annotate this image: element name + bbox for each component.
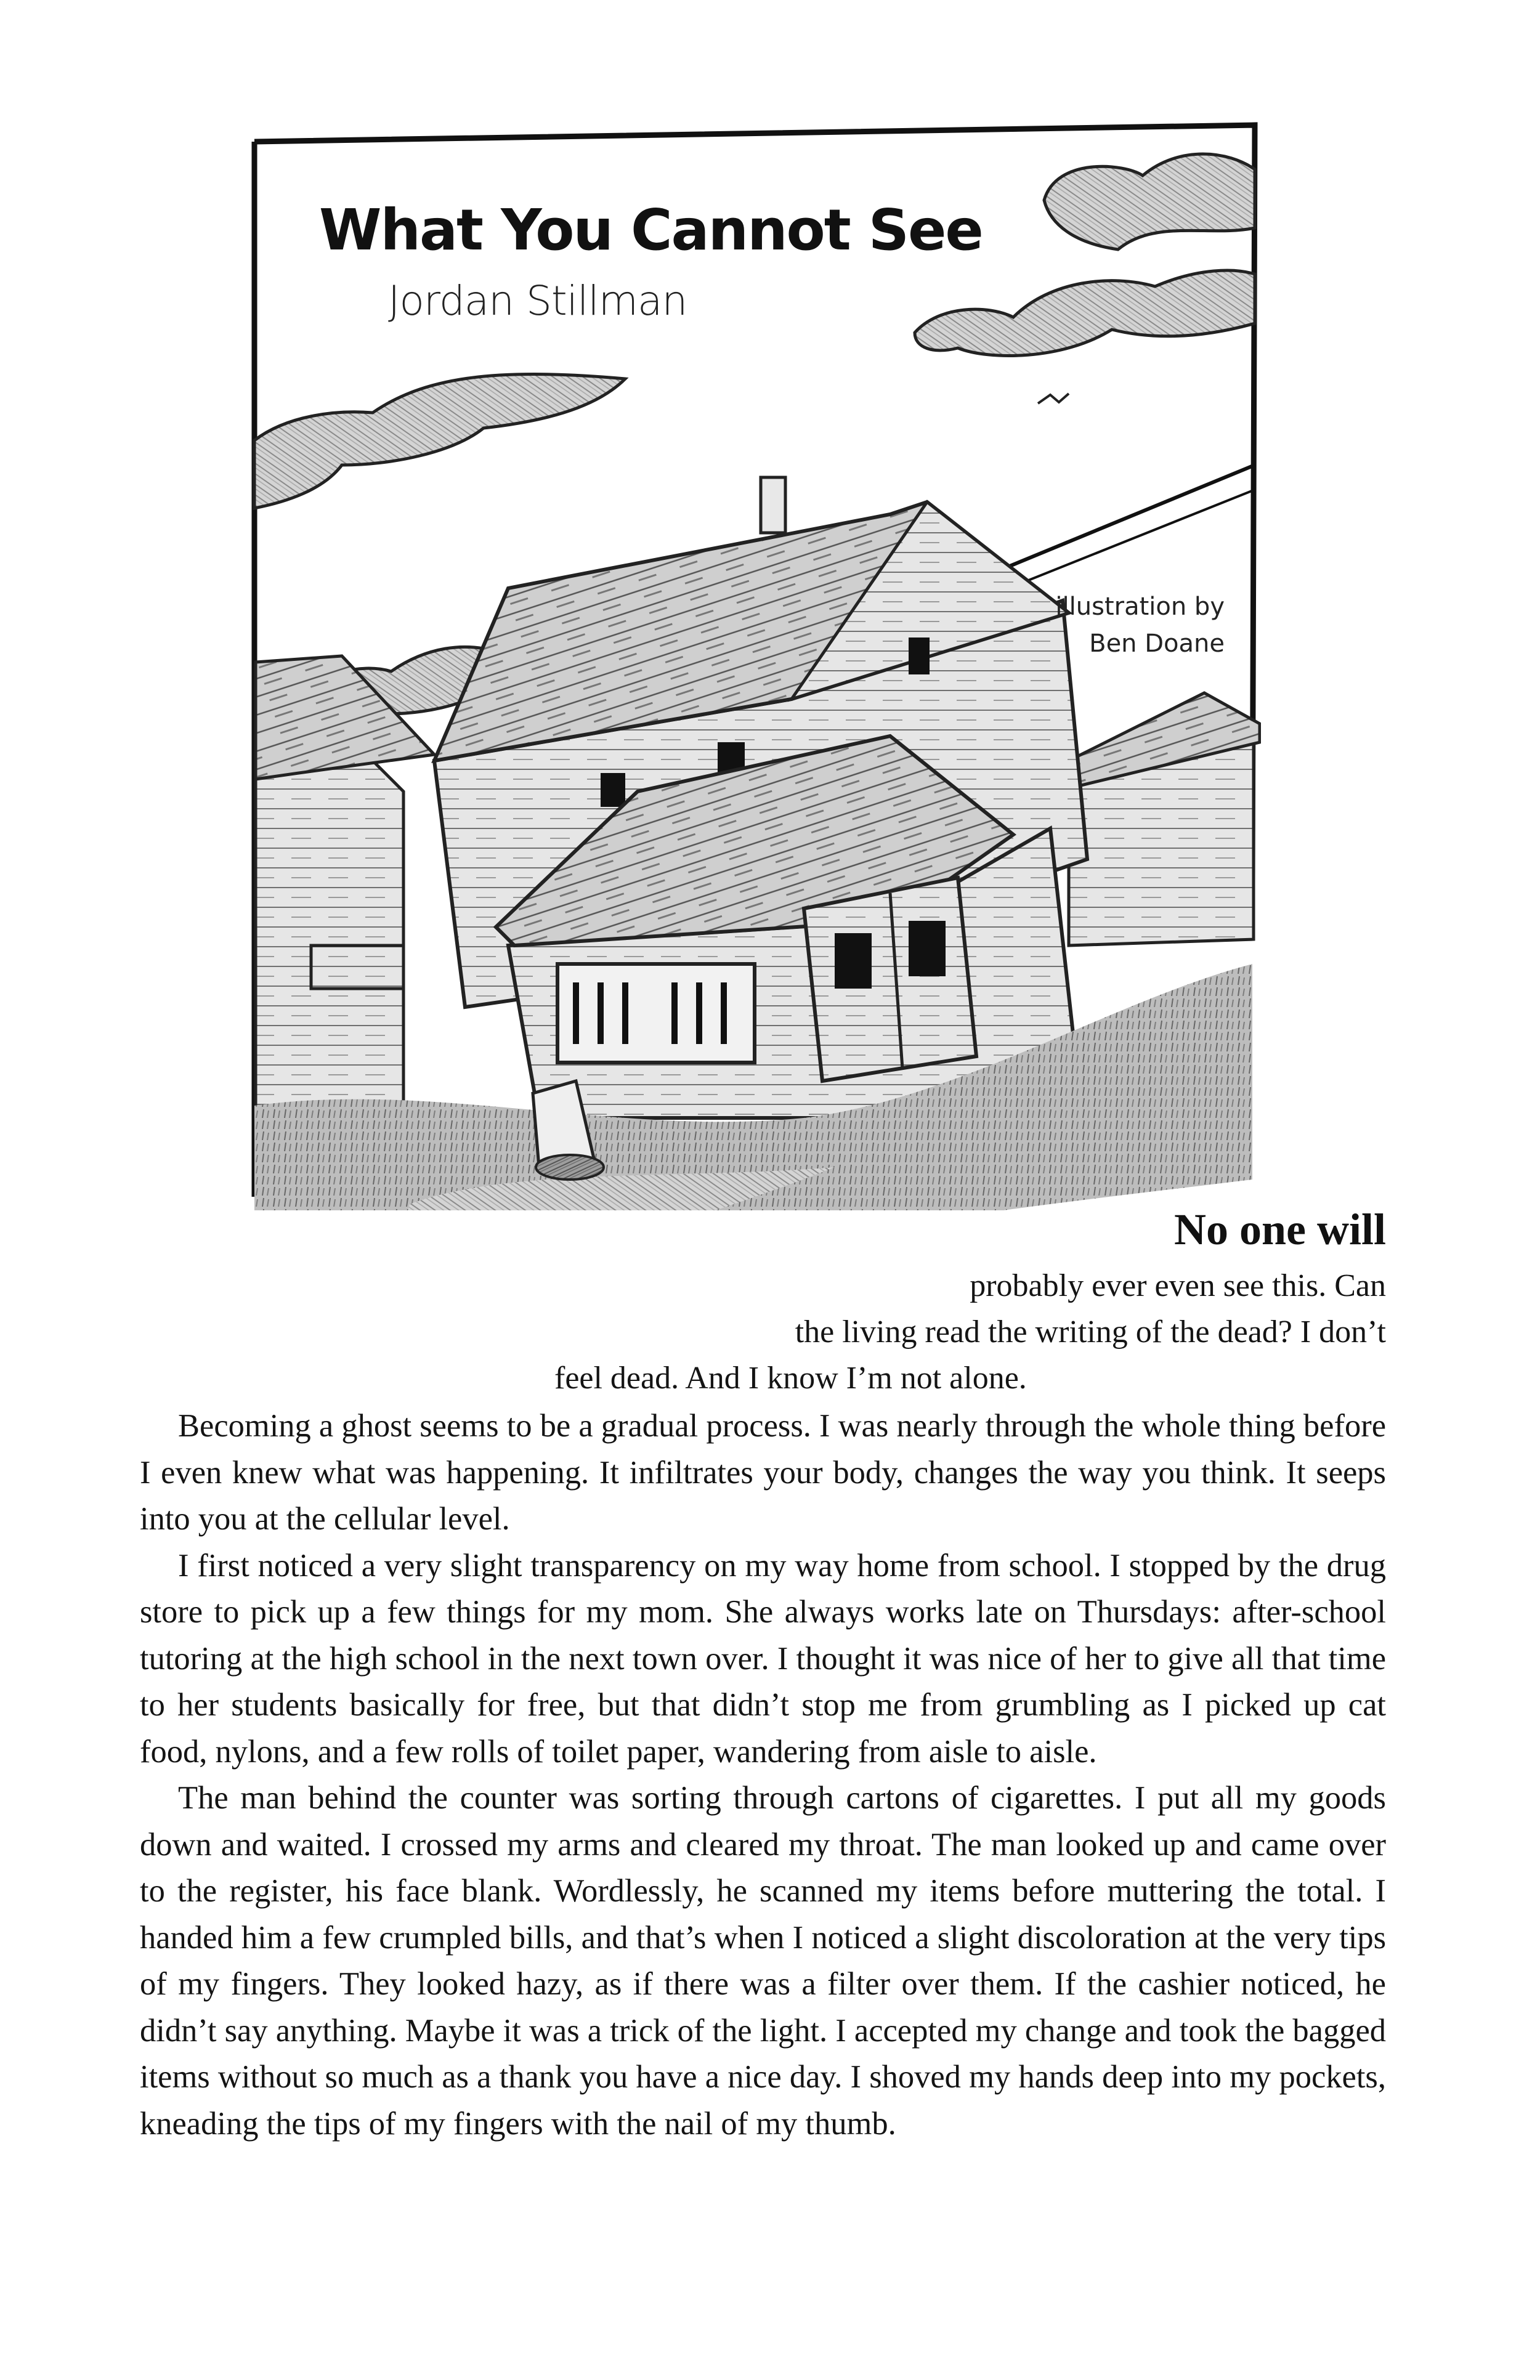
story-paragraph: Becoming a ghost seems to be a gradual process. I was nearly through the whole thing before I even knew what was happening. It infiltrates your body, changes the way you think. It seeps into you at the cellular level.: [140, 1408, 1386, 1537]
opening-line: feel dead. And I know I’m not alone.: [554, 1361, 1027, 1396]
opening-line: the living read the writing of the dead? I don’t: [795, 1314, 1386, 1350]
story-paragraph: I first noticed a very slight transparency on my way home from school. I stopped by the drug store to pick up a few things for my mom. She always works late on Thursdays: after-school tutoring at the high school in the next town over. I thought it was nice of her to give all that time to her students basically for free, but that didn’t stop me from grumbling as I picked up cat food, nylons, and a few rolls of toilet paper, wandering from aisle to aisle.: [140, 1547, 1386, 1770]
opening-line: probably ever even see this. Can: [970, 1268, 1386, 1303]
story-title: What You Cannot See: [319, 197, 983, 263]
credit-line-2: Ben Doane: [1089, 629, 1225, 658]
lead-in-heading: No one will: [1173, 1205, 1386, 1254]
illustration-credit: [1055, 588, 1225, 662]
story-author: Jordan Stillman: [388, 277, 687, 325]
credit-line-1: illustration by: [1055, 593, 1225, 621]
story-paragraph: The man behind the counter was sorting through cartons of cigarettes. I put all my goods down and waited. I crossed my arms and cleared my throat. The man looked up and came over to the register, his face blank. Wordlessly, he scanned my items before muttering the total. I handed him a few crumpled bills, and that’s when I noticed a slight discoloration at the very tips of my fingers. They looked hazy, as if there was a filter over them. If the cashier noticed, he didn’t say anything. Maybe it was a trick of the light. I accepted my change and took the bagged items without so much as a thank you have a nice day. I shoved my hands deep into my pockets, kneading the tips of my fingers with the nail of my thumb.: [140, 1780, 1386, 2142]
story-body: [140, 1403, 1386, 2147]
